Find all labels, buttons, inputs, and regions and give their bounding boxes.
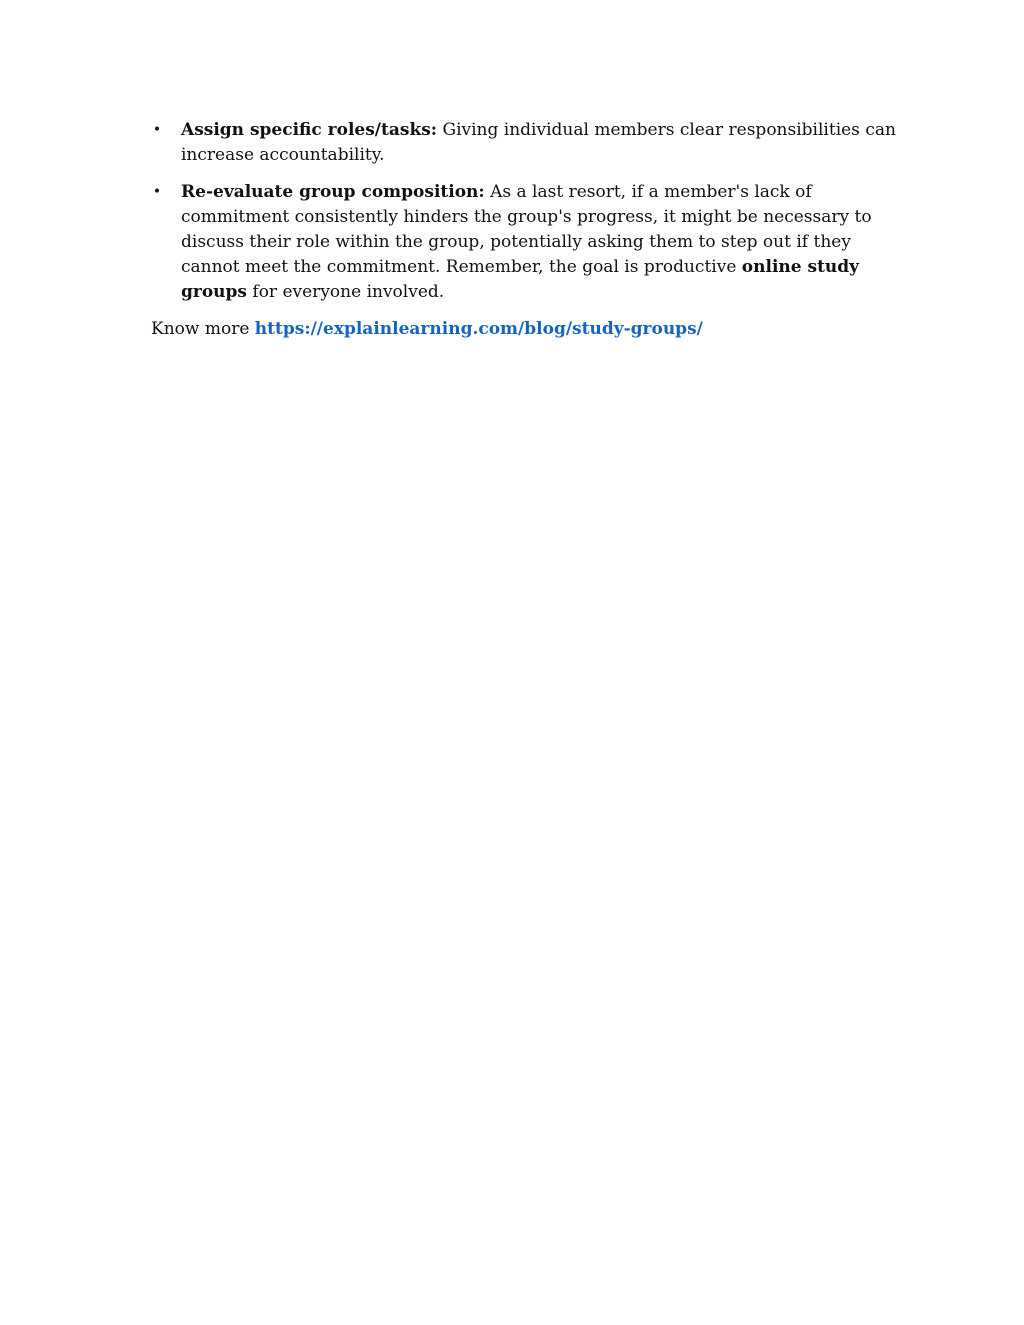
know-more-link[interactable]: https://explainlearning.com/blog/study-groups/ [254,319,703,339]
list-item [151,180,901,305]
bullet-heading: Assign specific roles/tasks: [181,120,438,140]
bullet-text: Giving individual members clear responsibilities can increase accountability. [181,120,896,165]
bullet-list [151,118,901,305]
bullet-icon: • [152,122,162,138]
bullet-heading: Re-evaluate group composition: [181,182,485,202]
bullet-emphasis: online study groups [181,257,860,302]
document-body [151,118,901,359]
list-item [151,118,901,168]
know-more-label: Know more [151,319,255,339]
bullet-icon: • [152,184,162,200]
bullet-text-end: for everyone involved. [247,282,445,302]
bullet-text: As a last resort, if a member's lack of commitment consistently hinders the group's progress, it might be necessary to discuss their role within the group, potentially asking them to step out if they cannot meet the commitment. Remember, the goal is productive [181,182,872,277]
know-more-paragraph [151,317,901,342]
